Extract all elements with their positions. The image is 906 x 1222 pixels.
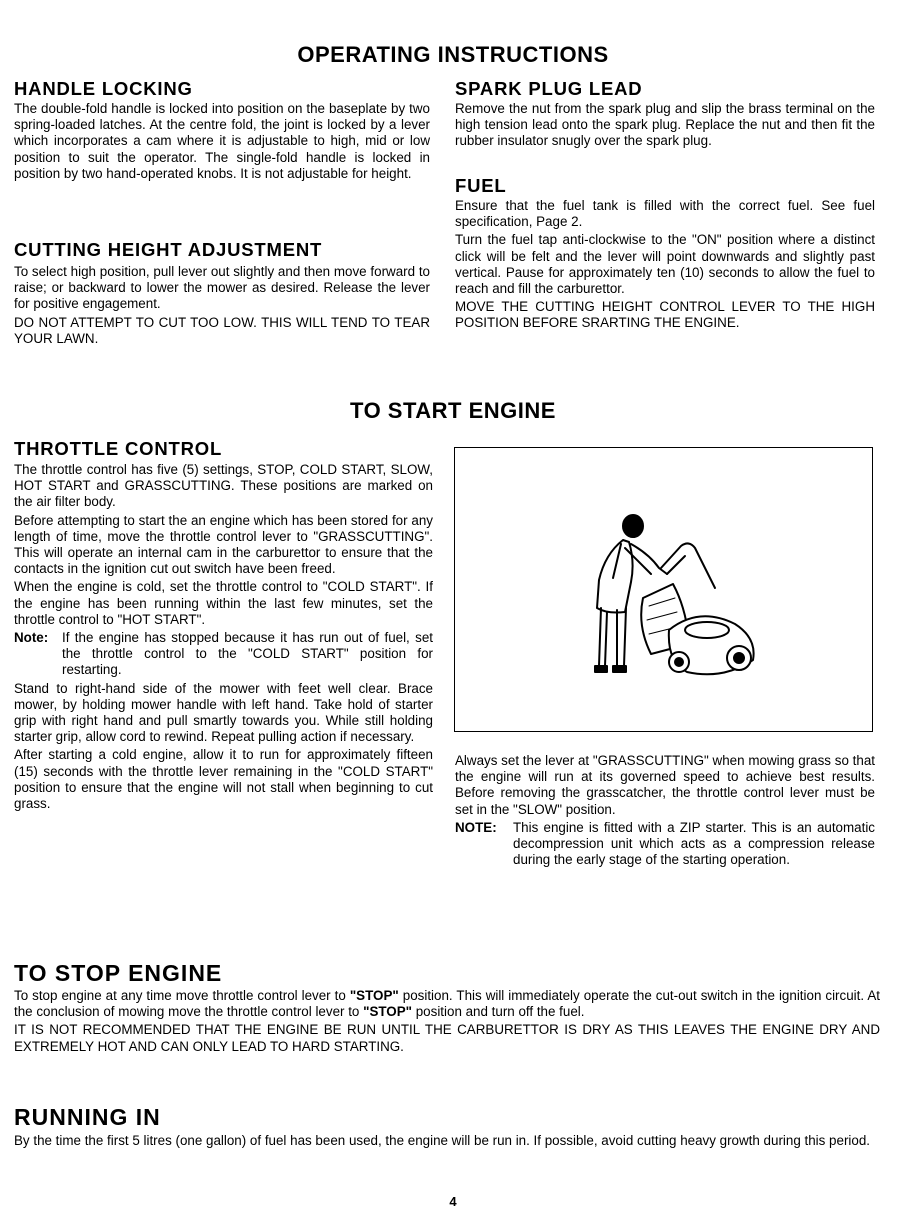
stop-text-c: position and turn off the fuel. <box>412 1004 585 1020</box>
cutting-height-body <box>14 264 430 347</box>
running-in-text: By the time the first 5 litres (one gallon) of fuel has been used, the engine will be run in. If possible, avoid cutting heavy growth during this period. <box>14 1133 871 1148</box>
stop-engine-warning: IT IS NOT RECOMMENDED THAT THE ENGINE BE RUN UNTIL THE CARBURETTOR IS DRY AS THIS LEAVES THE ENGINE DRY AND EXTREMELY HOT AND CAN ONLY LEAD TO HARD STARTING. <box>14 1022 880 1054</box>
running-in-heading: RUNNING IN <box>14 1104 161 1130</box>
throttle-text-2: Before attempting to start the an engine which has been stored for any length of time, move the throttle control lever to "GRASSCUTTING". This will operate an internal cam in the carburettor to ensure that the contacts in the ignition cut out switch have been freed. <box>14 512 433 577</box>
grasscutting-text: Always set the lever at "GRASSCUTTING" when mowing grass so that the engine will run at its governed speed to achieve best results. Before removing the grasscatcher, the throttle control lever must be set in the "SLOW" position. <box>455 753 875 817</box>
zip-note-label: NOTE: <box>455 819 497 835</box>
throttle-text-1: The throttle control has five (5) settings, STOP, COLD START, SLOW, HOT START and GRASSCUTTING. These positions are marked on the air filter body. <box>14 462 433 510</box>
throttle-text-3: When the engine is cold, set the throttle control to "COLD START". If the engine has been running within the last few minutes, set the throttle control to "HOT START". <box>14 579 433 627</box>
start-engine-title: TO START ENGINE <box>350 398 556 423</box>
fuel-body <box>455 198 875 332</box>
throttle-text-5: After starting a cold engine, allow it to run for approximately fifteen (15) seconds with the throttle lever remaining in the "COLD START" position to ensure that the engine will not stall when beginning to cut grass. <box>14 747 433 812</box>
fuel-text-2: Turn the fuel tap anti-clockwise to the "ON" position where a distinct click will be felt and the lever will point downwards and slightly past vertical. Pause for approximately ten (10) seconds to allow the fuel to reach and fill the carburettor. <box>455 232 875 297</box>
stop-engine-heading: TO STOP ENGINE <box>14 960 223 986</box>
stop-text-a: To stop engine at any time move throttle control lever to <box>14 988 350 1003</box>
page-title: OPERATING INSTRUCTIONS <box>297 42 609 67</box>
cutting-height-heading: CUTTING HEIGHT ADJUSTMENT <box>14 239 323 260</box>
person-mowing-illustration-icon <box>455 448 872 731</box>
throttle-note-text: If the engine has stopped because it has run out of fuel, set the throttle control to the "COLD START" position for restarting. <box>62 630 433 678</box>
throttle-body <box>14 462 433 812</box>
zip-starter-note <box>455 820 875 869</box>
stop-word-2: "STOP" <box>363 1004 413 1020</box>
stop-engine-body <box>14 988 880 1055</box>
spark-plug-text: Remove the nut from the spark plug and slip the brass terminal on the high tension lead onto the spark plug. Replace the nut and then fit the rubber insulator snugly over the spark plug. <box>455 101 875 149</box>
handle-locking-heading: HANDLE LOCKING <box>14 78 193 99</box>
spark-plug-heading: SPARK PLUG LEAD <box>455 78 643 99</box>
mower-figure <box>454 447 873 732</box>
throttle-note-label: Note: <box>14 630 49 646</box>
cutting-height-warning: DO NOT ATTEMPT TO CUT TOO LOW. THIS WILL TEND TO TEAR YOUR LAWN. <box>14 314 430 346</box>
throttle-heading: THROTTLE CONTROL <box>14 438 223 459</box>
handle-locking-text: The double-fold handle is locked into position on the baseplate by two spring-loaded latches. At the centre fold, the joint is locked by a lever which incorporates a cam where it is adjustable to high, mid or low position to suit the operator. The single-fold handle is locked in position by two hand-operated knobs. It is not adjustable for height. <box>14 101 430 181</box>
fuel-warning: MOVE THE CUTTING HEIGHT CONTROL LEVER TO THE HIGH POSITION BEFORE SRARTING THE ENGINE. <box>455 299 875 331</box>
page-number: 4 <box>449 1194 457 1209</box>
stop-text-b: position. This will immediately operate the cut-out switch in the ignition circuit. At the conclusion of mowing move the throttle control lever to <box>14 988 880 1020</box>
cutting-height-text: To select high position, pull lever out slightly and then move forward to raise; or backward to lower the mower as desired. Release the lever for positive engagement. <box>14 264 430 312</box>
stop-engine-text <box>14 988 880 1020</box>
throttle-text-4: Stand to right-hand side of the mower with feet well clear. Brace mower, by holding mower handle with left hand. Take hold of starter grip with right hand and pull smartly towards you. While still holding starter grip, allow cord to rewind. Repeat pulling action if necessary. <box>14 680 433 745</box>
fuel-text-1: Ensure that the fuel tank is filled with the correct fuel. See fuel specification, Page 2. <box>455 198 875 230</box>
stop-word-1: "STOP" <box>349 988 399 1003</box>
zip-note-text: This engine is fitted with a ZIP starter. This is an automatic decompression unit which acts as a compression release during the early stage of the starting operation. <box>513 819 875 868</box>
grasscutting-body <box>455 753 875 868</box>
fuel-heading: FUEL <box>455 175 507 196</box>
throttle-note <box>14 630 433 679</box>
